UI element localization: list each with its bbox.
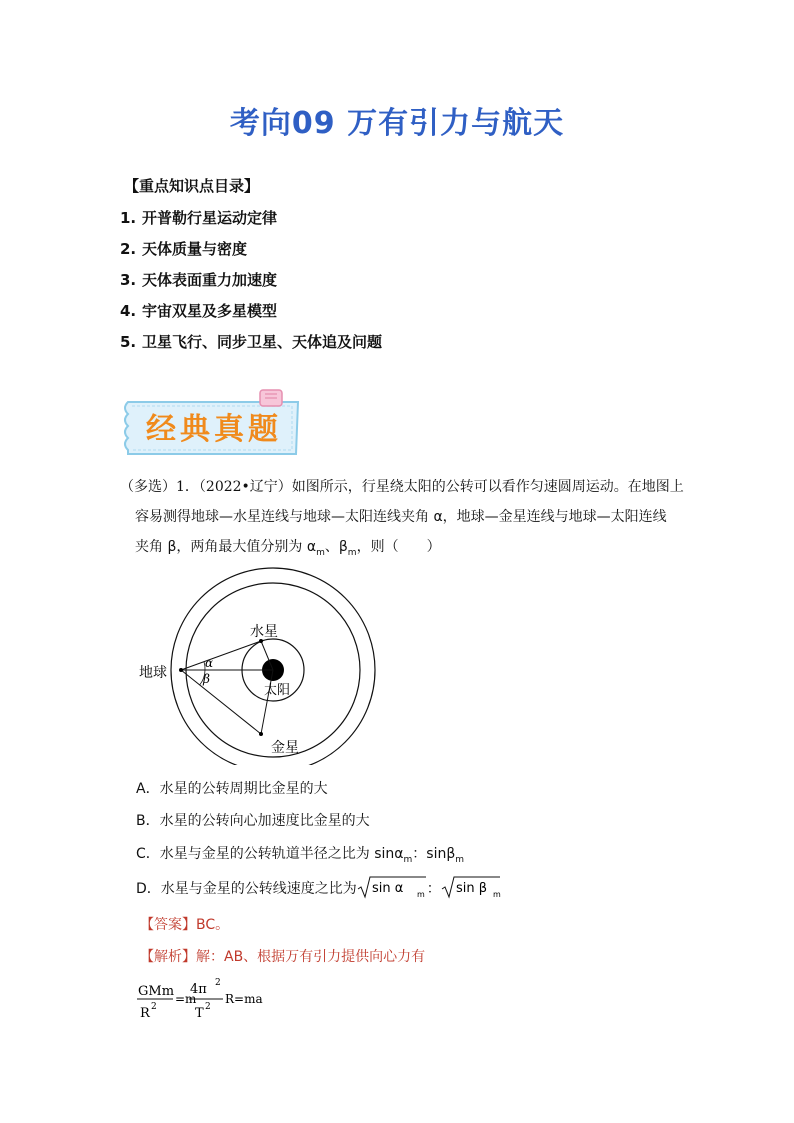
- toc-item-text: 卫星飞行、同步卫星、天体追及问题: [142, 333, 383, 351]
- question-text-3b: 、β: [324, 539, 348, 555]
- toc-item-text: 开普勒行星运动定律: [142, 209, 278, 227]
- earth-label: 地球: [139, 665, 167, 681]
- mercury-label: 水星: [250, 624, 278, 640]
- formula-numerator-2: 4π: [190, 982, 207, 997]
- option-c-text: C．水星与金星的公转轨道半径之比为 sinα: [136, 846, 404, 862]
- analysis-line: [140, 946, 425, 966]
- option-c-mid: ：sinβ: [412, 846, 456, 862]
- analysis-label: 【解析】: [140, 949, 196, 965]
- gravity-formula: [137, 975, 277, 1025]
- exponent-2: 2: [151, 1002, 157, 1012]
- toc-item-4: [120, 300, 277, 321]
- venus-label: 金星: [271, 740, 299, 756]
- subscript-m: m: [492, 890, 501, 899]
- subscript-m: m: [455, 854, 465, 865]
- question-text-3c: ，则（ ）: [356, 539, 441, 555]
- toc-item-number: 1.: [120, 209, 137, 227]
- formula-numerator-1: GMm: [138, 984, 175, 999]
- toc-item-number: 2.: [120, 240, 137, 258]
- subscript-m: m: [347, 547, 357, 558]
- subscript-m: m: [416, 890, 425, 899]
- toc-item-1: [120, 207, 277, 228]
- orbit-diagram: [120, 565, 390, 765]
- question-text-3a: 夹角 β，两角最大值分别为 α: [135, 539, 317, 555]
- sun-label: 太阳: [264, 683, 291, 698]
- option-a: A．水星的公转周期比金星的大: [136, 781, 328, 797]
- sqrt-icon: [357, 875, 427, 899]
- subscript-m: m: [316, 547, 325, 558]
- venus-sun-line: [261, 670, 273, 734]
- sin-alpha-text: sin α: [371, 881, 404, 896]
- formula-tail: R=ma: [225, 992, 263, 1006]
- option-d-text: D．水星与金星的公转线速度之比为: [136, 881, 357, 897]
- formula-denominator-2: T: [195, 1006, 204, 1021]
- alpha-label: α: [205, 656, 214, 670]
- toc-heading: 【重点知识点目录】: [124, 177, 260, 195]
- earth-point: [179, 668, 183, 672]
- analysis-text: 解：AB、根据万有引力提供向心力有: [196, 949, 426, 965]
- formula-denominator-1: R: [140, 1006, 150, 1021]
- option-d: [136, 875, 501, 903]
- question-source: （多选）1．（2022•辽宁）: [120, 479, 292, 495]
- toc-item-number: 3.: [120, 271, 137, 289]
- toc-item-5: [120, 331, 382, 352]
- answer-value: BC。: [196, 917, 230, 933]
- answer-label: 【答案】: [140, 917, 196, 933]
- sqrt-beta: [441, 875, 501, 903]
- subscript-m: m: [403, 854, 413, 865]
- question-text-1: 如图所示，行星绕太阳的公转可以看作匀速圆周运动。在地图上: [291, 479, 684, 495]
- exponent-2: 2: [205, 1002, 211, 1012]
- beta-label: β: [203, 672, 210, 686]
- toc-item-3: [120, 269, 277, 290]
- option-b: B．水星的公转向心加速度比金星的大: [136, 813, 370, 829]
- banner-title: 经典真题: [146, 412, 282, 447]
- question-line-2: 容易测得地球—水星连线与地球—太阳连线夹角 α，地球—金星连线与地球—太阳连线: [135, 509, 667, 525]
- toc-item-text: 天体质量与密度: [142, 240, 248, 258]
- sin-beta-text: sin β: [455, 881, 487, 896]
- toc-item-number: 5.: [120, 333, 137, 351]
- page-title: 考向09 万有引力与航天: [229, 106, 565, 141]
- question-line-3: [135, 537, 441, 563]
- venus-point: [259, 732, 263, 736]
- sqrt-icon: [441, 875, 501, 899]
- formula-equals-m: =m: [175, 992, 197, 1006]
- toc-item-text: 天体表面重力加速度: [142, 271, 278, 289]
- toc-item-number: 4.: [120, 302, 137, 320]
- earth-mercury-line: [181, 641, 261, 670]
- ratio-colon: ：: [426, 881, 441, 897]
- toc-item-text: 宇宙双星及多星模型: [142, 302, 278, 320]
- answer-line: [140, 914, 229, 934]
- question-line-1: [120, 477, 684, 497]
- option-c: [136, 843, 464, 865]
- exponent-2: 2: [215, 978, 221, 988]
- sqrt-alpha: [357, 875, 427, 903]
- earth-venus-line: [181, 670, 261, 734]
- toc-item-2: [120, 238, 247, 259]
